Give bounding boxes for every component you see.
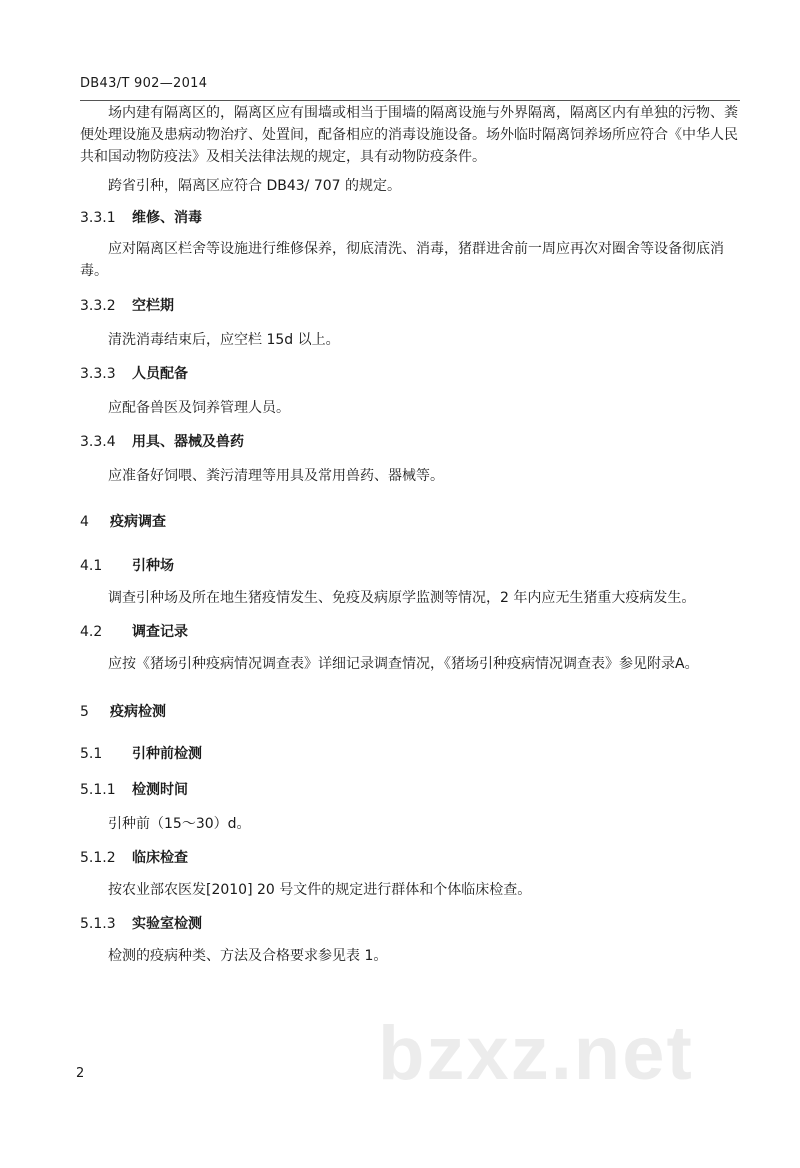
section-number: 5.1.2 (80, 850, 116, 866)
section-text: 应按《猪场引种疫病情况调查表》详细记录调查情况，《猪场引种疫病情况调查表》参见附录A。 (108, 656, 699, 672)
chapter-number: 4 (80, 514, 89, 530)
section-heading (80, 364, 188, 384)
section-number: 4.1 (80, 558, 103, 574)
section-text: 应对隔离区栏舍等设施进行维修保养，彻底清洗、消毒，猪群进舍前一周应再次对圈舍等设备彻底消毒。 (80, 241, 724, 279)
section-title: 人员配备 (132, 366, 188, 382)
section-text: 检测的疫病种类、方法及合格要求参见表 1。 (108, 948, 388, 964)
section-heading (80, 914, 202, 934)
section-title: 空栏期 (132, 298, 174, 314)
page-number: 2 (76, 1066, 85, 1081)
paragraph-isolation-area: 场内建有隔离区的，隔离区应有围墙或相当于围墙的隔离设施与外界隔离，隔离区内有单独的污物、粪便处理设施及患病动物治疗、处置间，配备相应的消毒设施设备。场外临时隔离饲养场所应符合《中华人民共和国动物防疫法》及相关法律法规的规定，具有动物防疫条件。 (80, 105, 738, 165)
section-title: 用具、器械及兽药 (132, 434, 244, 450)
section-number: 5.1.3 (80, 916, 116, 932)
header-rule (80, 100, 740, 101)
chapter-title: 疫病检测 (110, 704, 166, 720)
section-number: 5.1.1 (80, 782, 116, 798)
section-heading (80, 848, 188, 868)
section-text: 清洗消毒结束后，应空栏 15d 以上。 (108, 332, 340, 348)
section-heading (80, 622, 188, 642)
paragraph-cross-province: 跨省引种，隔离区应符合 DB43/ 707 的规定。 (108, 178, 401, 194)
section-text: 按农业部农医发[2010] 20 号文件的规定进行群体和个体临床检查。 (108, 882, 532, 898)
section-number: 4.2 (80, 624, 103, 640)
chapter-heading (80, 702, 166, 722)
section-heading (80, 556, 174, 576)
section-title: 引种前检测 (132, 746, 202, 762)
section-text: 调查引种场及所在地生猪疫情发生、免疫及病原学监测等情况，2 年内应无生猪重大疫病发生。 (108, 590, 696, 606)
section-number: 3.3.1 (80, 210, 116, 226)
chapter-title: 疫病调查 (110, 514, 166, 530)
section-title: 维修、消毒 (132, 210, 202, 226)
section-heading (80, 296, 174, 316)
section-number: 3.3.3 (80, 366, 116, 382)
standard-code-header: DB43/T 902—2014 (80, 76, 208, 91)
chapter-heading (80, 512, 166, 532)
section-heading (80, 208, 202, 228)
chapter-number: 5 (80, 704, 89, 720)
section-heading (80, 780, 188, 800)
section-title: 实验室检测 (132, 916, 202, 932)
watermark-logo: bzxz.net (378, 1011, 694, 1096)
section-text: 应配备兽医及饲养管理人员。 (108, 400, 290, 416)
section-text: 应准备好饲喂、粪污清理等用具及常用兽药、器械等。 (108, 468, 444, 484)
section-title: 引种场 (132, 558, 174, 574)
section-number: 3.3.4 (80, 434, 116, 450)
section-title: 临床检查 (132, 850, 188, 866)
section-number: 5.1 (80, 746, 103, 762)
section-title: 调查记录 (132, 624, 188, 640)
section-number: 3.3.2 (80, 298, 116, 314)
section-title: 检测时间 (132, 782, 188, 798)
section-text: 引种前（15～30）d。 (108, 816, 251, 832)
section-heading (80, 744, 202, 764)
section-heading (80, 432, 244, 452)
